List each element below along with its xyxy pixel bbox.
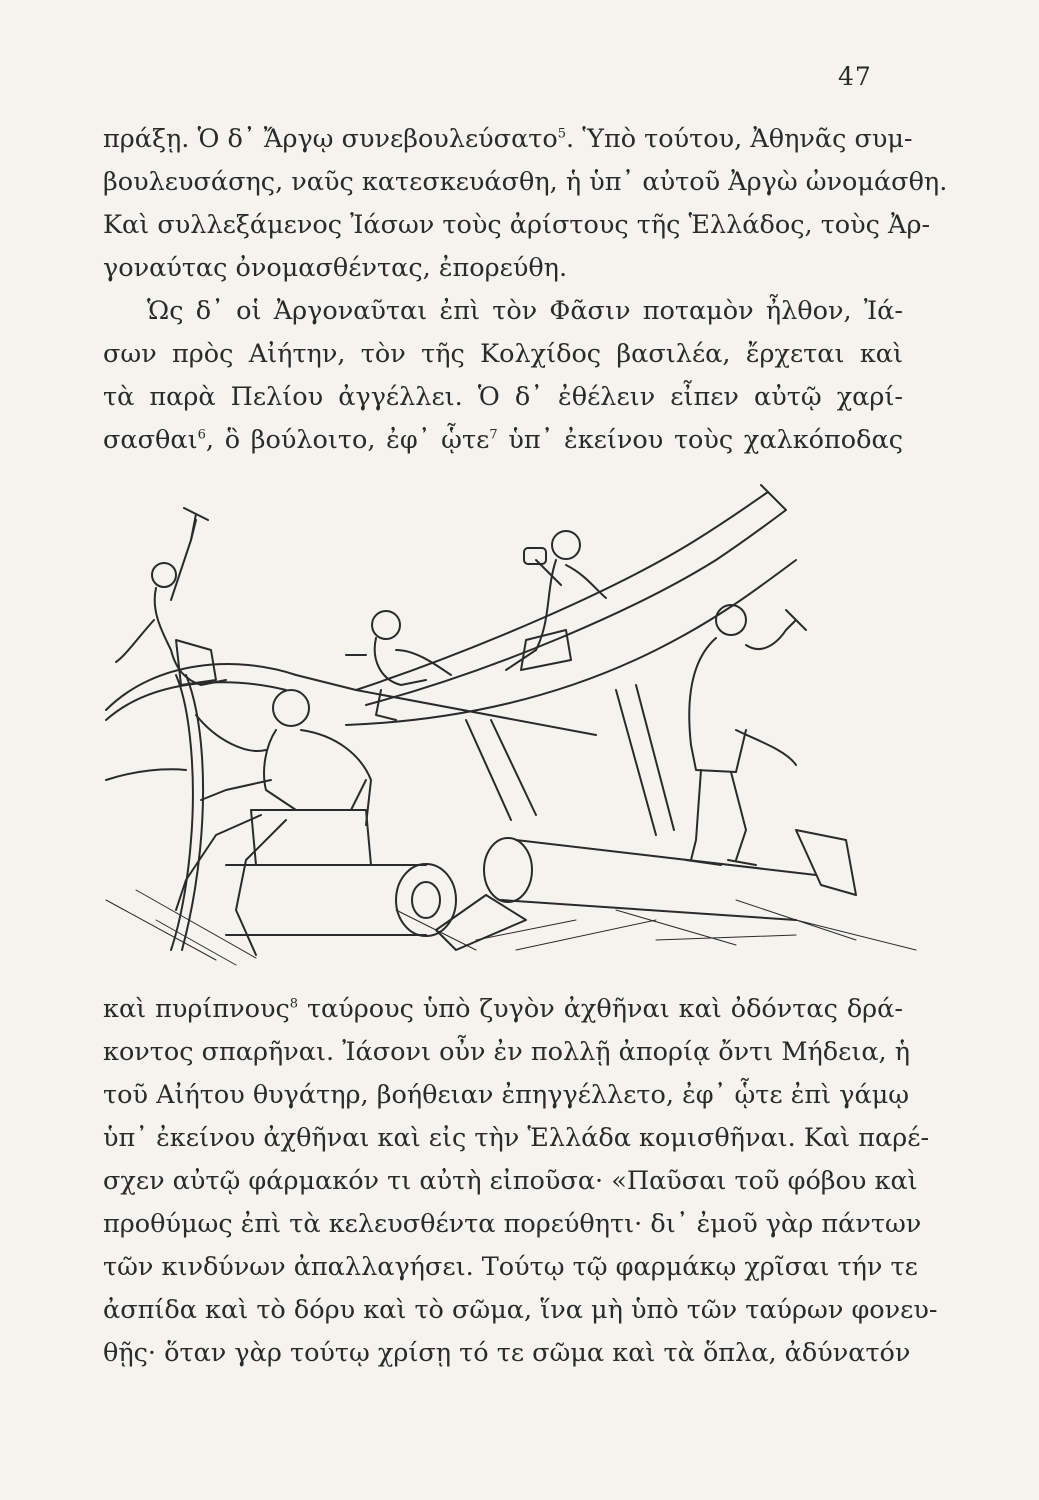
text-line: καὶ πυρίπνους$^8$ ταύρους ὑπὸ ζυγὸν ἀχθῆναι καὶ ὀδόντας δρά- [103, 994, 903, 1024]
log-right [436, 830, 856, 950]
worker-hammering-left [116, 508, 226, 685]
text-line: Ὡς δ᾽ οἱ Ἀργοναῦται ἐπὶ τὸν Φᾶσιν ποταμὸν ἦλθον, Ἰά- [147, 296, 903, 326]
illustration-shipbuilding [96, 480, 926, 980]
text-line: τῶν κινδύνων ἀπαλλαγήσει. Τούτῳ τῷ φαρμάκῳ χρῖσαι τήν τε [103, 1252, 918, 1282]
text-line: σασθαι$^6$, ὃ βούλοιτο, ἐφ᾽ ᾧτε$^7$ ὑπ᾽ ἐκείνου τοὺς χαλκόποδας [103, 425, 903, 455]
paragraph-bottom [103, 988, 938, 1375]
paragraph-top [103, 118, 948, 462]
footnote-marker: 5 [557, 126, 567, 142]
text-line: Καὶ συλλεξάμενος Ἰάσων τοὺς ἀρίστους τῆς Ἑλλάδος, τοὺς Ἀρ- [103, 210, 931, 240]
text-line: πράξῃ. Ὁ δ᾽ Ἄργῳ συνεβουλεύσατο$^5$. Ὑπὸ τούτου, Ἀθηνᾶς συμ- [103, 124, 913, 154]
page-number: 47 [838, 62, 872, 91]
text-line: προθύμως ἐπὶ τὰ κελευσθέντα πορεύθητι· δι᾽ ἐμοῦ γὰρ πάντων [103, 1209, 922, 1239]
ship-hull [106, 664, 596, 950]
text-line: σχεν αὐτῷ φάρμακόν τι αὐτὴ εἰποῦσα· «Παῦσαι τοῦ φόβου καὶ [103, 1166, 918, 1196]
worker-carving-center [346, 611, 451, 720]
text-line: βουλευσάσης, ναῦς κατεσκευάσθη, ἡ ὑπ᾽ αὐτοῦ Ἀργὼ ὠνομάσθη. [103, 167, 948, 197]
worker-seated-foreground [176, 690, 371, 955]
worker-standing-right [686, 605, 806, 865]
text-line: τὰ παρὰ Πελίου ἀγγέλλει. Ὁ δ᾽ ἐθέλειν εἶπεν αὐτῷ χαρί- [103, 382, 903, 412]
text-line: κοντος σπαρῆναι. Ἰάσονι οὖν ἐν πολλῇ ἀπορίᾳ ὄντι Μήδεια, ἡ [103, 1037, 911, 1067]
text-line: θῇς· ὅταν γὰρ τούτῳ χρίσῃ τό τε σῶμα καὶ τὰ ὅπλα, ἀδύνατόν [103, 1338, 911, 1368]
text-line: ὑπ᾽ ἐκείνου ἀχθῆναι καὶ εἰς τὴν Ἑλλάδα κομισθῆναι. Καὶ παρέ- [103, 1123, 930, 1153]
text-line: ἀσπίδα καὶ τὸ δόρυ καὶ τὸ σῶμα, ἵνα μὴ ὑπὸ τῶν ταύρων φονευ- [103, 1295, 938, 1325]
footnote-marker: 6 [197, 427, 206, 443]
footnote-marker: 8 [289, 996, 299, 1012]
text-line: σων πρὸς Αἰήτην, τὸν τῆς Κολχίδος βασιλέα, ἔρχεται καὶ [103, 339, 903, 369]
worker-mallet-prow [506, 531, 606, 670]
text-line: τοῦ Αἰήτου θυγάτηρ, βοήθειαν ἐπηγγέλλετο, ἐφ᾽ ᾧτε ἐπὶ γάμῳ [103, 1080, 910, 1110]
text-line: γοναύτας ὀνομασθέντας, ἐπορεύθη. [103, 253, 568, 283]
footnote-marker: 7 [489, 427, 498, 443]
log-left [226, 864, 456, 936]
